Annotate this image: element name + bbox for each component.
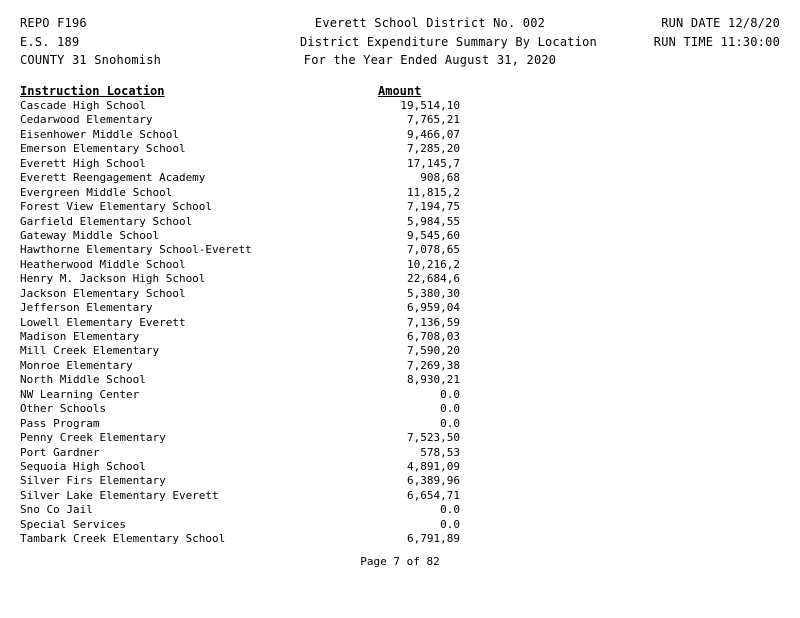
table-row	[20, 474, 460, 488]
amount-cell: 6,708,03	[407, 330, 460, 343]
table-row	[20, 330, 460, 344]
amount-cell: 7,269,38	[407, 358, 460, 372]
location-cell: Forest View Elementary School	[20, 200, 213, 214]
location-cell: Cedarwood Elementary	[20, 113, 153, 127]
location-cell: Hawthorne Elementary School-Everett	[20, 243, 252, 257]
location-cell: Penny Creek Elementary	[20, 431, 166, 445]
amount-cell: 6,654,71	[407, 488, 460, 502]
location-cell: Everett High School	[20, 156, 146, 170]
table-row	[20, 258, 460, 272]
amount-cell: 11,815,2	[407, 185, 460, 199]
amount-cell: 0.0	[440, 416, 460, 430]
table-row	[20, 489, 460, 503]
report-id: REPO F196	[20, 16, 87, 30]
table-row	[20, 446, 460, 460]
table-row	[20, 301, 460, 315]
location-cell: Jefferson Elementary	[20, 301, 153, 315]
amount-cell: 0.0	[440, 402, 460, 416]
location-cell: North Middle School	[20, 373, 146, 387]
location-cell: Tambark Creek Elementary School	[20, 532, 226, 546]
table-row	[20, 113, 460, 127]
amount-cell: 22,684,6	[407, 272, 460, 286]
amount-cell: 6,791,89	[407, 532, 460, 546]
location-cell: Jackson Elementary School	[20, 286, 186, 300]
location-cell: Sequoia High School	[20, 459, 146, 473]
table-row	[20, 186, 460, 200]
page-number: Page 7 of 82	[360, 555, 440, 568]
location-cell: Emerson Elementary School	[20, 142, 186, 156]
table-row	[20, 128, 460, 142]
location-cell: Other Schools	[20, 402, 107, 416]
column-header-amount: Amount	[378, 84, 422, 98]
table-row	[20, 373, 460, 387]
amount-cell: 7,523,50	[407, 431, 460, 445]
report-title: District Expenditure Summary By Location	[300, 35, 597, 49]
table-row	[20, 503, 460, 517]
table-row	[20, 272, 460, 286]
location-cell: Silver Firs Elementary	[20, 474, 166, 488]
amount-cell: 6,389,96	[407, 474, 460, 488]
location-cell: Special Services	[20, 517, 126, 531]
amount-cell: 578,53	[420, 445, 460, 459]
location-cell: Eisenhower Middle School	[20, 127, 179, 141]
amount-cell: 7,590,20	[407, 344, 460, 358]
location-cell: Heatherwood Middle School	[20, 257, 186, 271]
location-cell: Monroe Elementary	[20, 358, 133, 372]
table-row	[20, 157, 460, 171]
column-header-location: Instruction Location	[20, 84, 165, 98]
table-row	[20, 532, 460, 546]
location-cell: Everett Reengagement Academy	[20, 171, 206, 185]
location-cell: Sno Co Jail	[20, 503, 93, 517]
table-row	[20, 431, 460, 445]
amount-cell: 7,136,59	[407, 315, 460, 329]
run-time: RUN TIME 11:30:00	[653, 35, 780, 49]
location-cell: Pass Program	[20, 416, 100, 430]
location-cell: Cascade High School	[20, 99, 146, 112]
amount-cell: 0.0	[440, 517, 460, 531]
table-row	[20, 200, 460, 214]
run-date: RUN DATE 12/8/20	[661, 16, 780, 30]
location-cell: Madison Elementary	[20, 330, 140, 343]
report-period: For the Year Ended August 31, 2020	[303, 53, 557, 67]
amount-cell: 17,145,7	[407, 156, 460, 170]
amount-cell: 5,984,55	[407, 214, 460, 228]
location-cell: Evergreen Middle School	[20, 185, 173, 199]
amount-cell: 9,545,60	[407, 228, 460, 242]
amount-cell: 7,285,20	[407, 142, 460, 156]
table-row	[20, 142, 460, 156]
amount-cell: 10,216,2	[407, 257, 460, 271]
amount-cell: 7,194,75	[407, 200, 460, 214]
location-cell: Port Gardner	[20, 445, 100, 459]
amount-cell: 5,380,30	[407, 286, 460, 300]
county: COUNTY 31 Snohomish	[20, 53, 162, 67]
table-row	[20, 229, 460, 243]
amount-cell: 8,930,21	[407, 373, 460, 387]
es-code: E.S. 189	[20, 35, 80, 49]
location-cell: Lowell Elementary Everett	[20, 315, 186, 329]
location-cell: Gateway Middle School	[20, 228, 160, 242]
table-row	[20, 287, 460, 301]
amount-cell: 0.0	[440, 503, 460, 517]
amount-cell: 7,765,21	[407, 113, 460, 127]
table-row	[20, 99, 460, 113]
amount-cell: 19,514,10	[400, 99, 460, 112]
location-cell: Mill Creek Elementary	[20, 344, 160, 358]
location-cell: Garfield Elementary School	[20, 214, 193, 228]
table-row	[20, 388, 460, 402]
location-cell: NW Learning Center	[20, 387, 140, 401]
table-row	[20, 316, 460, 330]
district-title: Everett School District No. 002	[314, 16, 546, 30]
amount-cell: 0.0	[440, 387, 460, 401]
table-row	[20, 518, 460, 532]
table-row	[20, 344, 460, 358]
amount-cell: 6,959,04	[407, 301, 460, 315]
table-row	[20, 417, 460, 431]
location-cell: Silver Lake Elementary Everett	[20, 488, 219, 502]
amount-cell: 4,891,09	[407, 459, 460, 473]
amount-cell: 908,68	[420, 171, 460, 185]
expenditure-table	[20, 99, 460, 547]
amount-cell: 9,466,07	[407, 127, 460, 141]
location-cell: Henry M. Jackson High School	[20, 272, 206, 286]
table-row	[20, 402, 460, 416]
table-row	[20, 215, 460, 229]
table-row	[20, 460, 460, 474]
amount-cell: 7,078,65	[407, 243, 460, 257]
table-row	[20, 243, 460, 257]
table-row	[20, 359, 460, 373]
table-row	[20, 171, 460, 185]
